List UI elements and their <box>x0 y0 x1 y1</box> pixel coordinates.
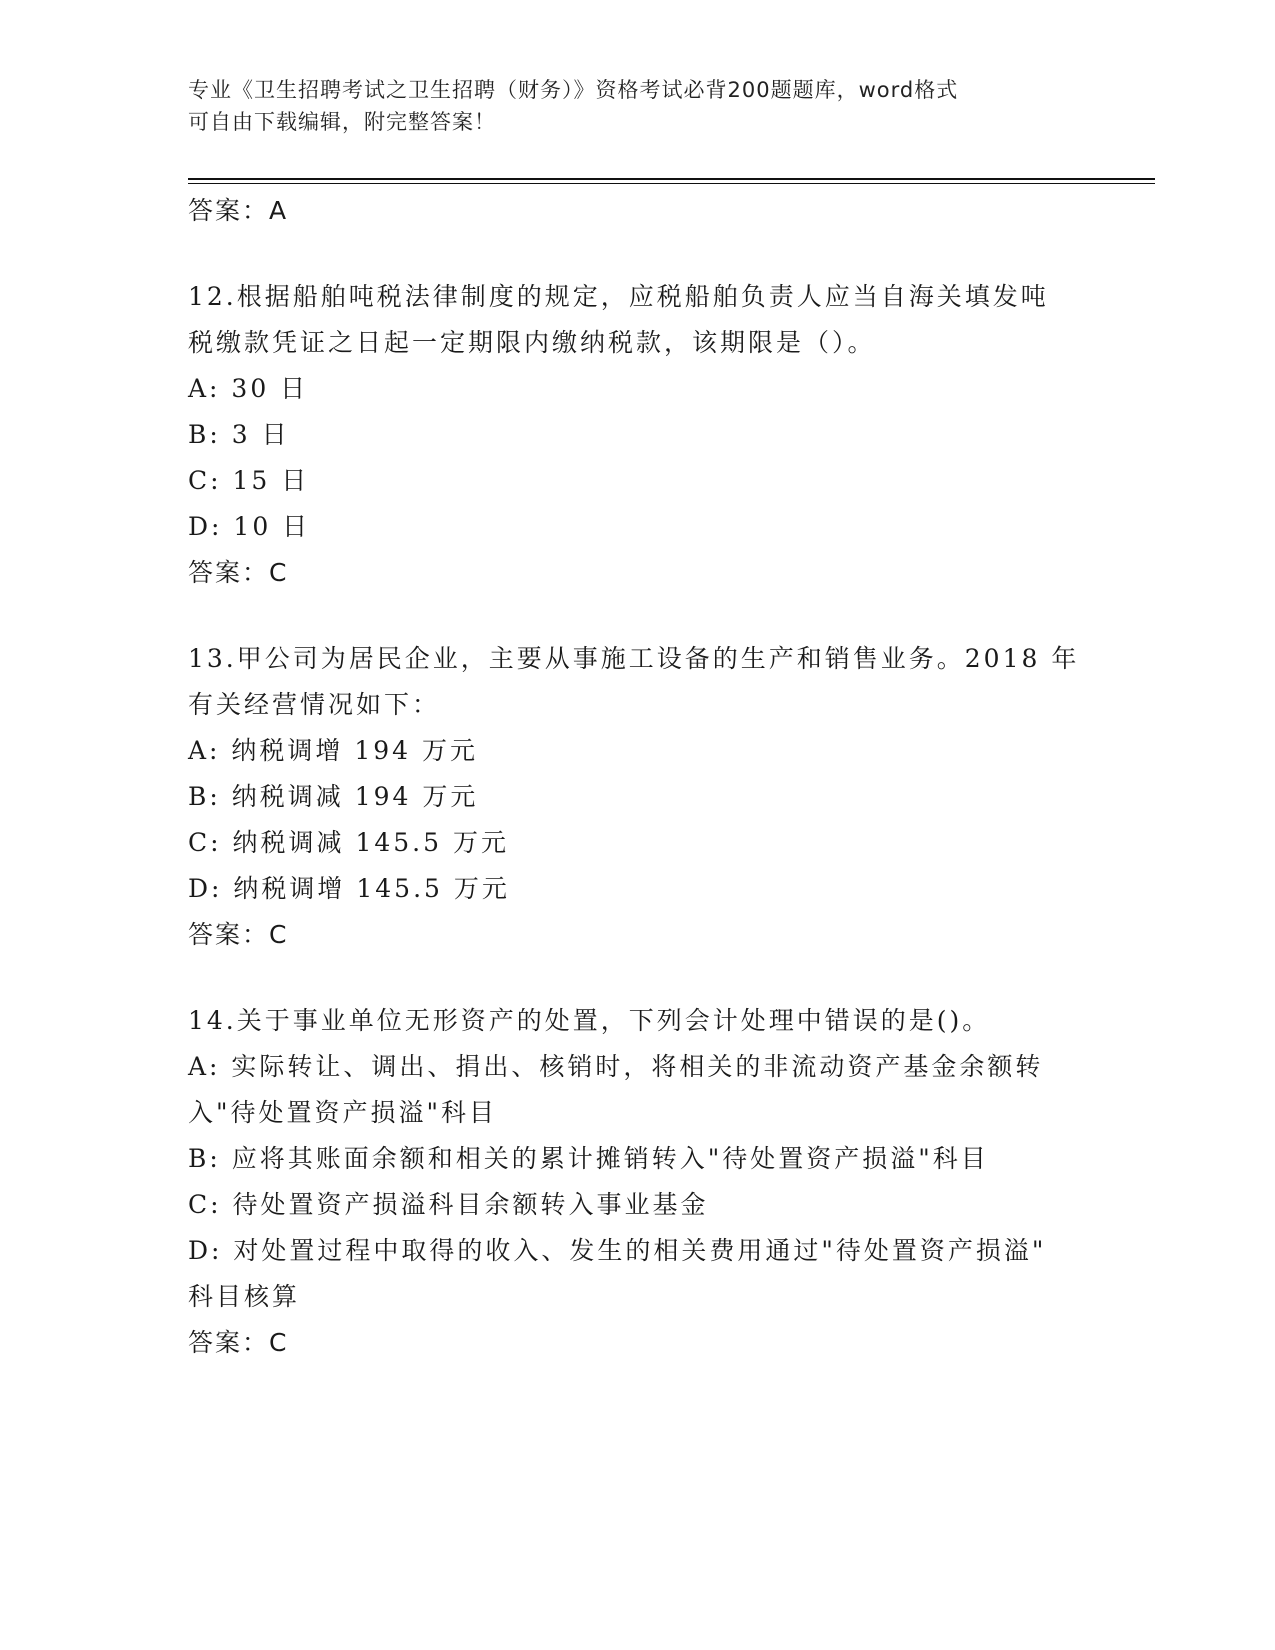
question-14 <box>188 998 1088 1366</box>
option-a: A: 实际转让、调出、捐出、核销时，将相关的非流动资产基金余额转 <box>188 1052 1044 1081</box>
question-stem: 12.根据船舶吨税法律制度的规定，应税船舶负责人应当自海关填发吨 <box>188 282 1049 311</box>
option-a-continued: 入"待处置资产损溢"科目 <box>188 1098 497 1127</box>
question-stem: 13.甲公司为居民企业，主要从事施工设备的生产和销售业务。2018 年 <box>188 644 1080 673</box>
header-divider-thin <box>188 183 1155 184</box>
option-d: D: 纳税调增 145.5 万元 <box>188 874 510 903</box>
previous-answer: 答案：A <box>188 196 289 225</box>
option-d: D: 10 日 <box>188 512 311 541</box>
answer: 答案：C <box>188 920 289 949</box>
answer: 答案：C <box>188 558 289 587</box>
header-line-1: 专业《卫生招聘考试之卫生招聘（财务）》资格考试必背200题题库，word格式 <box>188 78 959 102</box>
option-c: C: 15 日 <box>188 466 310 495</box>
option-b: B: 纳税调减 194 万元 <box>188 782 479 811</box>
option-c: C: 纳税调减 145.5 万元 <box>188 828 509 857</box>
option-a: A: 纳税调增 194 万元 <box>188 736 479 765</box>
option-b: B: 应将其账面余额和相关的累计摊销转入"待处置资产损溢"科目 <box>188 1144 989 1173</box>
option-d: D: 对处置过程中取得的收入、发生的相关费用通过"待处置资产损溢" <box>188 1236 1047 1265</box>
header-divider-thick <box>188 178 1155 180</box>
answer: 答案：C <box>188 1328 289 1357</box>
option-a: A: 30 日 <box>188 374 309 403</box>
document-header <box>188 74 1088 138</box>
question-stem: 14.关于事业单位无形资产的处置，下列会计处理中错误的是()。 <box>188 1006 991 1035</box>
option-d-continued: 科目核算 <box>188 1282 301 1311</box>
document-body <box>188 188 1088 1366</box>
header-line-2: 可自由下载编辑，附完整答案！ <box>188 110 496 134</box>
question-stem: 有关经营情况如下： <box>188 690 441 719</box>
question-12 <box>188 274 1088 596</box>
question-stem: 税缴款凭证之日起一定期限内缴纳税款，该期限是（）。 <box>188 328 876 357</box>
option-b: B: 3 日 <box>188 420 290 449</box>
question-13 <box>188 636 1088 958</box>
option-c: C: 待处置资产损溢科目余额转入事业基金 <box>188 1190 709 1219</box>
